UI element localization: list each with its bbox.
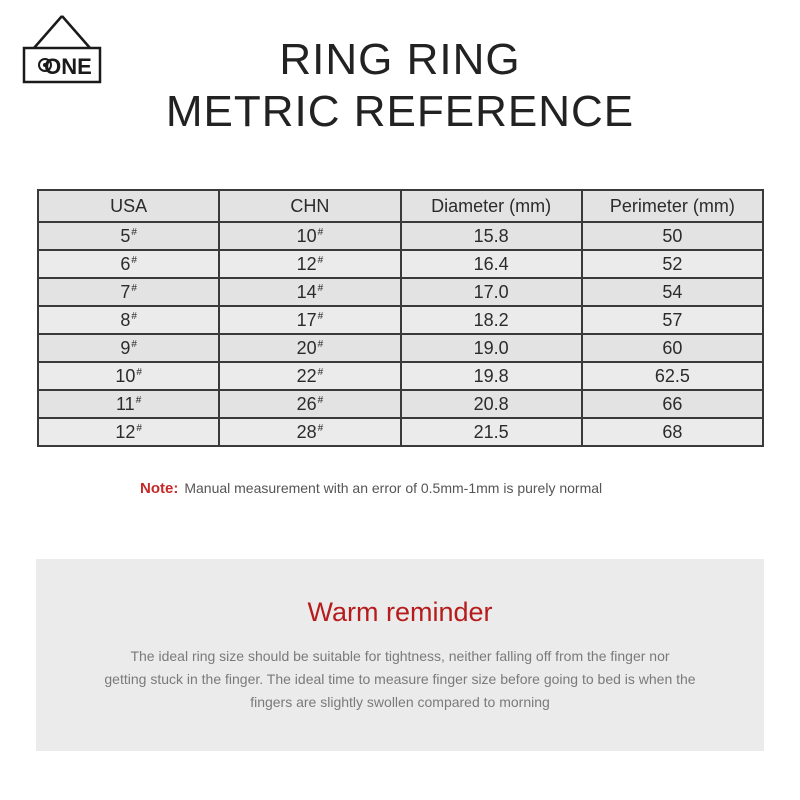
- reminder-body: [56, 645, 744, 714]
- cell-perimeter-value: 66: [662, 393, 683, 414]
- table-header-row: [38, 190, 763, 222]
- cell-diameter: [401, 306, 582, 334]
- table-row: [38, 250, 763, 278]
- size-mark: #: [136, 366, 142, 378]
- size-mark: #: [131, 310, 137, 322]
- column-header-diameter: Diameter (mm): [401, 190, 582, 222]
- table-row: [38, 306, 763, 334]
- ring-size-table: [37, 189, 764, 447]
- column-header-perimeter: Perimeter (mm): [582, 190, 763, 222]
- size-mark: #: [317, 282, 324, 294]
- cell-perimeter-value: 60: [662, 337, 683, 358]
- table-row: [38, 222, 763, 250]
- cell-usa-value: 8: [120, 309, 131, 330]
- cell-diameter-value: 15.8: [473, 225, 509, 246]
- cell-chn: [219, 418, 400, 446]
- cell-usa: [38, 250, 219, 278]
- size-mark: #: [317, 422, 324, 434]
- cell-chn-value: 20: [296, 337, 317, 358]
- cell-chn: [219, 278, 400, 306]
- cell-diameter-value: 18.2: [473, 309, 509, 330]
- cell-diameter-value: 19.8: [473, 365, 509, 386]
- cell-usa: [38, 334, 219, 362]
- note-text: Manual measurement with an error of 0.5mm-1mm is purely normal: [184, 480, 603, 496]
- reminder-line-1: The ideal ring size should be suitable for tightness, neither falling off from the finger nor: [130, 648, 670, 664]
- cell-usa: [38, 306, 219, 334]
- cell-perimeter-value: 62.5: [654, 365, 690, 386]
- cell-chn-value: 22: [296, 365, 317, 386]
- cell-perimeter: [582, 278, 763, 306]
- cell-chn-value: 28: [296, 421, 317, 442]
- cell-usa: [38, 362, 219, 390]
- cell-perimeter: [582, 306, 763, 334]
- size-mark: #: [317, 394, 324, 406]
- size-mark: #: [131, 226, 137, 238]
- table-row: [38, 418, 763, 446]
- cell-perimeter: [582, 334, 763, 362]
- cell-diameter: [401, 418, 582, 446]
- cell-diameter-value: 20.8: [473, 393, 509, 414]
- cell-usa-value: 6: [120, 253, 131, 274]
- cell-diameter: [401, 390, 582, 418]
- cell-chn: [219, 222, 400, 250]
- cell-chn: [219, 362, 400, 390]
- cell-usa-value: 9: [120, 337, 131, 358]
- size-mark: #: [135, 394, 142, 406]
- cell-chn-value: 12: [296, 253, 317, 274]
- reminder-line-3: fingers are slightly swollen compared to morning: [250, 694, 550, 710]
- table-row: [38, 278, 763, 306]
- cell-usa-value: 12: [115, 421, 136, 442]
- cell-perimeter: [582, 222, 763, 250]
- cell-diameter: [401, 334, 582, 362]
- cell-chn: [219, 390, 400, 418]
- cell-perimeter-value: 54: [662, 281, 683, 302]
- size-mark: #: [317, 226, 324, 238]
- size-mark: #: [317, 254, 324, 266]
- cell-usa: [38, 278, 219, 306]
- size-mark: #: [317, 310, 324, 322]
- cell-perimeter-value: 68: [662, 421, 683, 442]
- cell-chn-value: 14: [296, 281, 317, 302]
- column-header-usa: USA: [38, 190, 219, 222]
- cell-usa-value: 10: [115, 365, 136, 386]
- cell-perimeter-value: 52: [662, 253, 683, 274]
- table-row: [38, 334, 763, 362]
- cell-diameter-value: 16.4: [473, 253, 509, 274]
- column-header-chn: CHN: [219, 190, 400, 222]
- size-mark: #: [317, 366, 324, 378]
- page-title-line1: RING RING: [279, 35, 521, 84]
- cell-chn: [219, 306, 400, 334]
- cell-perimeter: [582, 418, 763, 446]
- cell-usa: [38, 390, 219, 418]
- cell-perimeter: [582, 250, 763, 278]
- size-mark: #: [131, 338, 137, 350]
- cell-perimeter-value: 57: [662, 309, 683, 330]
- cell-perimeter-value: 50: [662, 225, 683, 246]
- cell-chn-value: 17: [296, 309, 317, 330]
- size-mark: #: [131, 282, 137, 294]
- cell-diameter-value: 21.5: [473, 421, 509, 442]
- page-title-line2: METRIC REFERENCE: [165, 87, 635, 136]
- cell-diameter-value: 19.0: [473, 337, 509, 358]
- size-mark: #: [317, 338, 324, 350]
- cell-usa-value: 11: [116, 393, 135, 414]
- cell-usa: [38, 222, 219, 250]
- note-label: Note:: [140, 480, 179, 497]
- cell-chn: [219, 250, 400, 278]
- cell-chn: [219, 334, 400, 362]
- brand-logo-text: ONE: [44, 54, 92, 79]
- cell-perimeter: [582, 390, 763, 418]
- reminder-title: Warm reminder: [307, 597, 493, 627]
- cell-diameter: [401, 222, 582, 250]
- table-row: [38, 362, 763, 390]
- table-row: [38, 390, 763, 418]
- cell-usa-value: 7: [120, 281, 131, 302]
- cell-chn-value: 26: [296, 393, 317, 414]
- measurement-note: [140, 480, 602, 497]
- cell-diameter: [401, 250, 582, 278]
- cell-perimeter: [582, 362, 763, 390]
- cell-diameter-value: 17.0: [473, 281, 509, 302]
- cell-diameter: [401, 362, 582, 390]
- cell-diameter: [401, 278, 582, 306]
- cell-chn-value: 10: [296, 225, 317, 246]
- reminder-line-2: getting stuck in the finger. The ideal time to measure finger size before going to bed is when the: [104, 671, 696, 687]
- cell-usa-value: 5: [120, 225, 131, 246]
- cell-usa: [38, 418, 219, 446]
- warm-reminder-panel: [36, 559, 764, 751]
- size-mark: #: [136, 422, 142, 434]
- size-mark: #: [131, 254, 137, 266]
- table-body: [38, 222, 763, 446]
